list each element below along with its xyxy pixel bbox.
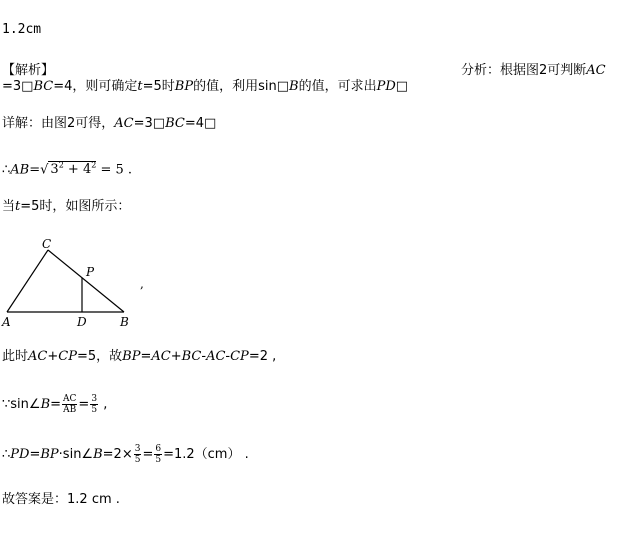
bp-line <box>2 349 276 365</box>
label-a: A <box>2 315 11 329</box>
top-answer: 1.2cm <box>2 22 42 37</box>
text-segment: =3 <box>133 116 153 131</box>
text-segment: 当 <box>2 199 16 214</box>
side-ac <box>7 250 48 312</box>
text-segment: 详解：由图2可得， <box>2 116 115 131</box>
fraction-6-5 <box>154 444 162 465</box>
math-var: PD <box>376 79 396 94</box>
text-segment: 故答案是： <box>2 492 68 507</box>
analysis-line <box>2 79 408 95</box>
triangle-figure <box>0 236 160 332</box>
math-var: BC <box>33 79 54 94</box>
ab-equation <box>2 158 132 178</box>
numerator: AC <box>63 394 77 404</box>
analysis-ac: AC <box>586 63 606 78</box>
number: 3 <box>50 162 59 178</box>
label-b: B <box>120 315 129 329</box>
sqrt-body <box>48 161 96 177</box>
text-segment: =5 <box>20 199 40 214</box>
math-var: BP <box>40 447 59 462</box>
text-segment: =5，故 <box>76 349 123 364</box>
label-c: C <box>42 237 52 251</box>
math-var: BP <box>174 79 194 94</box>
math-var: AB <box>10 162 30 178</box>
fraction-3-5 <box>134 444 142 465</box>
text-segment: 时，如图所示： <box>39 199 131 214</box>
math-var: BP <box>122 349 141 364</box>
sqrt-symbol: =√ <box>29 162 49 178</box>
final-answer-line <box>2 492 120 508</box>
text-segment: =5时 <box>142 79 175 94</box>
text-segment: =1.2（cm） . <box>163 447 249 462</box>
denominator: 5 <box>91 405 98 415</box>
missing-glyph-box: □ <box>395 79 409 94</box>
denominator: 5 <box>134 455 141 465</box>
text-segment: 的值，利用sin <box>193 79 277 94</box>
text-segment: 的值，可求出 <box>298 79 377 94</box>
sin-line <box>2 393 107 417</box>
missing-glyph-box: □ <box>21 79 34 94</box>
label-p: P <box>86 265 95 279</box>
math-var: BC <box>165 116 185 131</box>
operator: = <box>140 349 152 364</box>
math-var: AC <box>206 349 226 364</box>
operator: + <box>47 349 59 364</box>
text-segment: ∵sin∠ <box>2 397 41 412</box>
math-var: B <box>40 397 51 412</box>
math-var: B <box>289 79 299 94</box>
label-d: D <box>77 315 87 329</box>
text-segment: , <box>99 397 108 412</box>
analysis-label <box>461 63 606 79</box>
operator: + <box>170 349 182 364</box>
math-var: B <box>93 447 103 462</box>
denominator: 5 <box>155 455 162 465</box>
text-segment: =2× <box>102 447 133 462</box>
math-var: AC <box>151 349 171 364</box>
text-segment: =2 , <box>248 349 277 364</box>
operator: = <box>142 447 154 462</box>
analysis-header: 【解析】 <box>2 63 55 78</box>
final-answer-value: 1.2 cm <box>67 492 112 507</box>
text-segment: ·sin∠ <box>58 447 94 462</box>
missing-glyph-box: □ <box>152 116 166 131</box>
numerator: 6 <box>155 444 162 454</box>
operator: = <box>29 447 41 462</box>
therefore-symbol: ∴ <box>2 447 11 462</box>
text-segment: 此时 <box>2 349 29 364</box>
fraction-ac-ab <box>62 394 77 415</box>
when-line <box>2 199 130 215</box>
result: = 5 . <box>96 162 133 178</box>
figure-comma: , <box>140 277 144 291</box>
math-var: AC <box>114 116 134 131</box>
missing-glyph-box: □ <box>276 79 290 94</box>
operator: - <box>225 349 231 364</box>
text-segment: =4，则可确定 <box>53 79 138 94</box>
text-segment: =3 <box>2 79 22 94</box>
denominator: AB <box>63 405 77 415</box>
math-var: BC <box>181 349 202 364</box>
text-segment: . <box>111 492 120 507</box>
numerator: 3 <box>134 444 141 454</box>
side-cb <box>48 250 124 312</box>
math-var: CP <box>230 349 249 364</box>
number: + 4 <box>63 162 92 178</box>
math-var: CP <box>58 349 77 364</box>
math-var: AC <box>28 349 48 364</box>
math-var: t <box>15 199 21 214</box>
numerator: 3 <box>91 394 98 404</box>
operator: - <box>201 349 207 364</box>
pd-line <box>2 443 249 467</box>
operator: = <box>78 397 90 412</box>
text-segment: =4 <box>184 116 205 131</box>
operator: = <box>50 397 62 412</box>
analysis-label-text: 分析：根据图2可判断 <box>461 63 587 78</box>
exponent: 2 <box>58 161 64 170</box>
math-var: t <box>137 79 143 94</box>
missing-glyph-box: □ <box>204 116 217 131</box>
therefore-symbol: ∴ <box>2 162 11 178</box>
detail-line <box>2 116 216 132</box>
math-var: PD <box>10 447 30 462</box>
fraction-3-5 <box>90 394 98 415</box>
exponent: 2 <box>91 161 97 170</box>
